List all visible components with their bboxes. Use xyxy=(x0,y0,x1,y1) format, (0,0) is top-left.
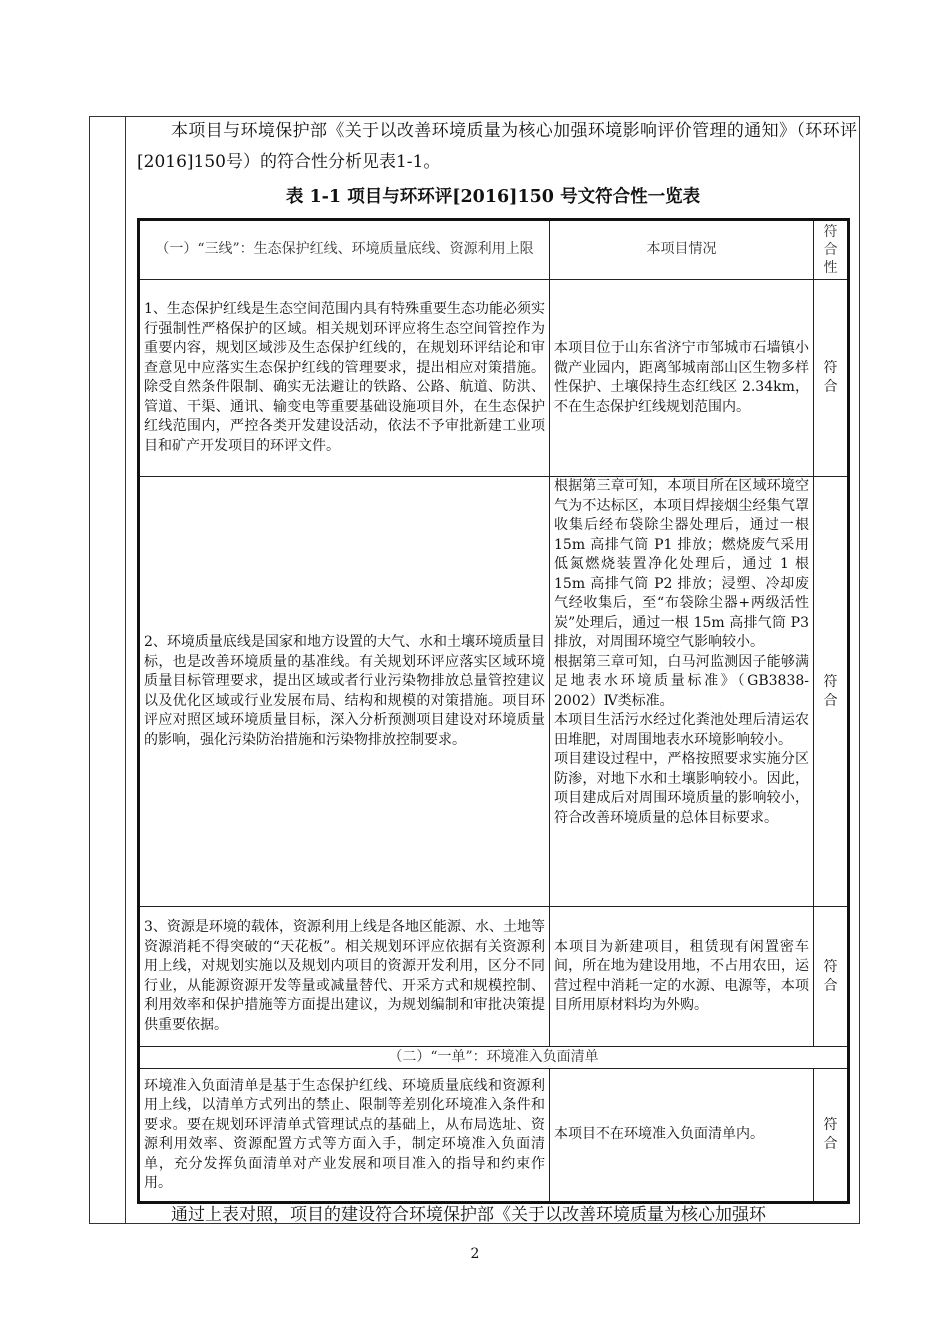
project-text: 本项目为新建项目，租赁现有闲置密车间，所在地为建设用地，不占用农田，运营过程中消耗一定的水源、电源等，本项目所用原材料均为外购。 xyxy=(554,938,809,1013)
project-text: 根据第三章可知，本项目所在区域环境空气为不达标区，本项目焊接烟尘经集气罩收集后经布袋除尘器处理后，通过一根 15m 高排气筒 P1 排放；燃烧废气采用低氮燃烧装置净化处理后，通过 1 根 15m 高排气筒 P2 排放；浸塑、冷却废气经收集后，至“布袋除尘器+两级活性炭”处理后，通过一根 15m 高排气筒 P3 排放，对周围环境空气影响较小。 xyxy=(554,478,809,650)
intro-paragraph: 本项目与环境保护部《关于以改善环境质量为核心加强环境影响评价管理的通知》（环环评[2016]150号）的符合性分析见表1-1。 xyxy=(137,121,857,172)
compliance-table xyxy=(137,218,850,1204)
table-header-row xyxy=(139,220,849,280)
section-header-row xyxy=(139,1047,849,1069)
project-text: 本项目生活污水经过化粪池处理后清运农田堆肥，对周围地表水环境影响较小。 xyxy=(554,712,809,748)
table-title: 表 1-1 项目与环环评[2016]150 号文符合性一览表 xyxy=(285,187,701,207)
header-project: 本项目情况 xyxy=(550,220,814,280)
table-row xyxy=(139,1069,849,1203)
project-text: 项目建设过程中，严格按照要求实施分区防渗，对地下水和土壤影响较小。因此，项目建成后对周围环境质量的影响较小，符合改善环境质量的总体目标要求。 xyxy=(554,751,809,826)
project-cell xyxy=(550,477,814,907)
left-column-divider xyxy=(125,116,126,1224)
project-cell xyxy=(550,280,814,477)
project-cell xyxy=(550,907,814,1047)
requirement-cell: 环境准入负面清单是基于生态保护红线、环境质量底线和资源利用上线，以清单方式列出的禁止、限制等差别化环境准入条件和要求。要在规划环评清单式管理试点的基础上，从布局选址、资源利用效率、资源配置方式等方面入手，制定环境准入负面清单，充分发挥负面清单对产业发展和项目准入的指导和约束作用。 xyxy=(139,1069,550,1203)
header-compliance: 符 合 性 xyxy=(814,220,849,280)
section2-title: （二）“一单”：环境准入负面清单 xyxy=(139,1047,849,1069)
compliance-cell: 符 合 xyxy=(814,280,849,477)
compliance-cell: 符 合 xyxy=(814,1069,849,1203)
project-cell: 本项目不在环境准入负面清单内。 xyxy=(550,1069,814,1203)
project-text: 根据第三章可知，白马河监测因子能够满足地表水环境质量标准》（GB3838-2002）Ⅳ类标准。 xyxy=(554,653,809,709)
requirement-cell: 3、资源是环境的载体，资源利用上线是各地区能源、水、土地等资源消耗不得突破的“天花板”。相关规划环评应依据有关资源利用上线，对规划实施以及规划内项目的资源开发利用，区分不同行业，从能源资源开发等量或减量替代、开采方式和规模控制、利用效率和保护措施等方面提出建议，为规划编制和审批决策提供重要依据。 xyxy=(139,907,550,1047)
header-requirement: （一）“三线”：生态保护红线、环境质量底线、资源利用上限 xyxy=(139,220,550,280)
table-row xyxy=(139,280,849,477)
page-number: 2 xyxy=(470,1246,480,1262)
intro-section xyxy=(137,116,857,178)
requirement-cell: 1、生态保护红线是生态空间范围内具有特殊重要生态功能必须实行强制性严格保护的区域。相关规划环评应将生态空间管控作为重要内容，规划区域涉及生态保护红线的，在规划环评结论和审查意见中应落实生态保护红线的管理要求，提出相应对策措施。除受自然条件限制、确实无法避让的铁路、公路、航道、防洪、管道、干渠、通讯、输变电等重要基础设施项目外，在生态保护红线范围内，严控各类开发建设活动，依法不予审批新建工业项目和矿产开发项目的环评文件。 xyxy=(139,280,550,477)
project-text: 本项目位于山东省济宁市邹城市石墙镇小微产业园内，距离邹城南部山区生物多样性保护、土壤保持生态红线区 2.34km，不在生态保护红线规划范围内。 xyxy=(554,340,809,415)
table-row xyxy=(139,907,849,1047)
compliance-cell: 符 合 xyxy=(814,907,849,1047)
compliance-cell: 符 合 xyxy=(814,477,849,907)
table-row xyxy=(139,477,849,907)
closing-paragraph: 通过上表对照，项目的建设符合环境保护部《关于以改善环境质量为核心加强环 xyxy=(171,1205,766,1225)
requirement-cell: 2、环境质量底线是国家和地方设置的大气、水和土壤环境质量目标，也是改善环境质量的基准线。有关规划环评应落实区域环境质量目标管理要求，提出区域或者行业污染物排放总量管控建议以及优化区域或行业发展布局、结构和规模的对策措施。项目环评应对照区域环境质量目标，深入分析预测项目建设对环境质量的影响，强化污染防治措施和污染物排放控制要求。 xyxy=(139,477,550,907)
